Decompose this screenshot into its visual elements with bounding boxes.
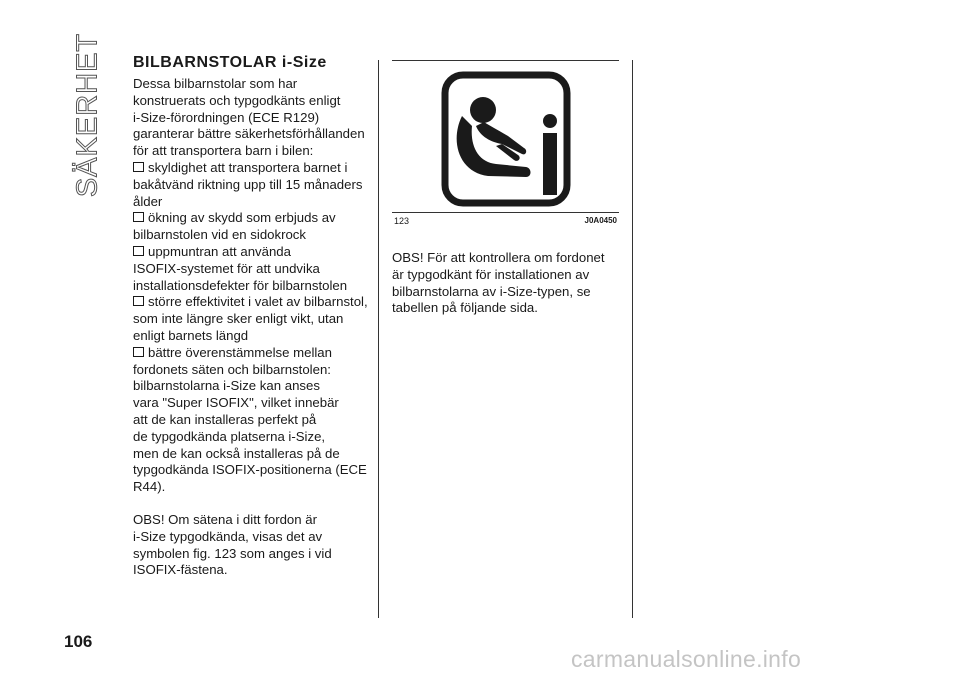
note-paragraph-right xyxy=(392,250,622,317)
list-item-line: bilbarnstolarna i-Size kan anses xyxy=(133,378,320,394)
list-item xyxy=(133,294,371,344)
list-item-line: de typgodkända platserna i-Size, xyxy=(133,428,326,444)
column-divider xyxy=(378,60,379,618)
figure-bottom-rule xyxy=(392,212,619,213)
bullet-box-icon xyxy=(133,296,144,306)
figure-number: 123 xyxy=(394,216,410,226)
list-item-line: som inte längre sker enligt vikt, utan xyxy=(133,311,344,327)
note-paragraph xyxy=(133,512,371,579)
bullet-box-icon xyxy=(133,212,144,222)
page-number: 106 xyxy=(64,632,93,651)
intro-line: Dessa bilbarnstolar som har xyxy=(133,76,298,91)
section-heading: BILBARNSTOLAR i-Size xyxy=(133,54,327,71)
list-item-line: större effektivitet i valet av bilbarnstol, xyxy=(148,294,368,310)
intro-line: i-Size-förordningen (ECE R129) xyxy=(133,109,320,125)
list-item-line: ökning av skydd som erbjuds av xyxy=(148,210,336,226)
column-divider xyxy=(632,60,633,618)
child-seat-i-size-icon xyxy=(440,70,572,208)
note-line: tabellen på följande sida. xyxy=(392,300,538,316)
list-item-line: installationsdefekter för bilbarnstolen xyxy=(133,277,348,293)
left-column xyxy=(133,54,371,579)
bullet-box-icon xyxy=(133,347,144,357)
figure-code: J0A0450 xyxy=(584,216,617,225)
figure-123 xyxy=(392,60,619,226)
note-line: bilbarnstolarna av i-Size-typen, se xyxy=(392,283,591,299)
list-item-line: men de kan också installeras på de xyxy=(133,445,340,461)
note-line: OBS! För att kontrollera om fordonet xyxy=(392,250,605,265)
note-line: OBS! Om sätena i ditt fordon är xyxy=(133,511,317,527)
list-item xyxy=(133,160,371,210)
intro-paragraph xyxy=(133,76,371,160)
list-item-line: enligt barnets längd xyxy=(133,327,249,343)
right-column xyxy=(392,250,622,317)
section-side-title-text: SÄKERHET xyxy=(71,32,104,198)
bullet-box-icon xyxy=(133,162,144,172)
watermark: carmanualsonline.info xyxy=(571,646,802,672)
note-line: i-Size typgodkända, visas det av xyxy=(133,528,323,544)
note-line: ISOFIX-fästena. xyxy=(133,562,228,578)
list-item-line: uppmuntran att använda xyxy=(148,243,291,259)
intro-line: garanterar bättre säkerhetsförhållanden xyxy=(133,126,365,142)
intro-line: för att transportera barn i bilen: xyxy=(133,143,314,159)
note-line: är typgodkänt för installationen av xyxy=(392,266,590,282)
list-item-line: bättre överenstämmelse mellan xyxy=(148,344,332,360)
figure-top-rule xyxy=(392,60,619,61)
list-item-line: R44). xyxy=(133,479,166,495)
list-item xyxy=(133,244,371,294)
list-item-line: ISOFIX-systemet för att undvika xyxy=(133,260,320,276)
list-item-line: bakåtvänd riktning upp till 15 månaders xyxy=(133,176,363,192)
list-item-line: att de kan installeras perfekt på xyxy=(133,411,317,427)
list-item-line: bilbarnstolen vid en sidokrock xyxy=(133,227,306,243)
list-item-line: ålder xyxy=(133,193,163,209)
list-item-line: skyldighet att transportera barnet i xyxy=(148,159,348,175)
list-item xyxy=(133,345,371,496)
list-item xyxy=(133,210,371,244)
intro-line: konstruerats och typgodkänts enligt xyxy=(133,92,341,108)
list-item-line: typgodkända ISOFIX-positionerna (ECE xyxy=(133,462,367,478)
list-item-line: fordonets säten och bilbarnstolen: xyxy=(133,361,331,377)
section-side-title xyxy=(64,32,112,198)
bullet-box-icon xyxy=(133,246,144,256)
list-item-line: vara "Super ISOFIX", vilket innebär xyxy=(133,395,339,411)
note-line: symbolen fig. 123 som anges i vid xyxy=(133,545,332,561)
